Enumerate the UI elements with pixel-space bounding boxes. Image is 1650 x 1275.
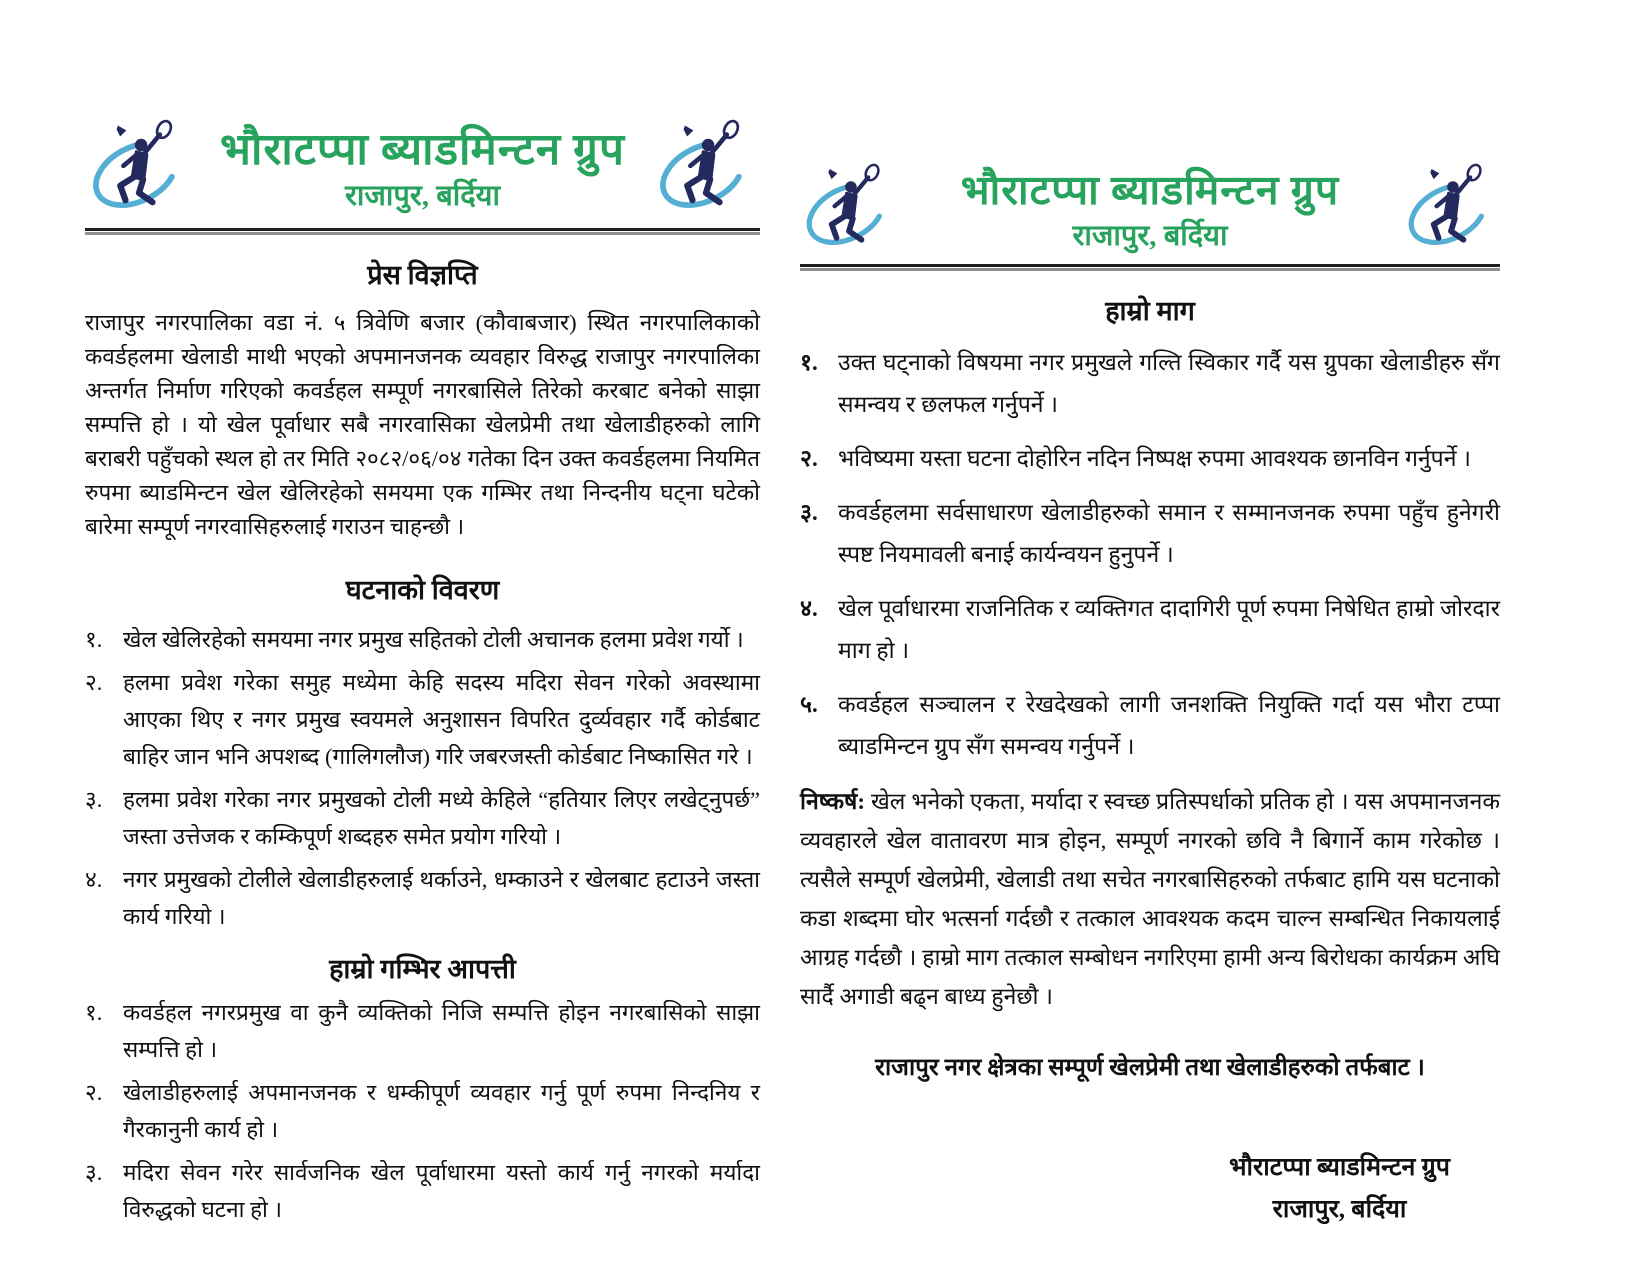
signature-org-name: भौराटप्पा ब्याडमिन्टन ग्रुप — [1228, 1154, 1450, 1181]
list-item-text: कवर्डहलमा सर्वसाधारण खेलाडीहरुको समान र सम्मानजनक रुपमा पहुँच हुनेगरी स्पष्ट नियमावली बनाई कार्यन्वयन हुनुपर्ने । — [838, 500, 1500, 567]
list-item-number: ३. — [85, 787, 103, 812]
list-item-text: कवर्डहल सञ्चालन र रेखदेखको लागी जनशक्ति नियुक्ति गर्दा यस भौरा टप्पा ब्याडमिन्टन ग्रुप सँग समन्वय गर्नुपर्ने । — [838, 692, 1500, 759]
list-item-number: ४. — [85, 867, 103, 892]
org-name: भौराटप्पा ब्याडमिन्टन ग्रुप — [220, 125, 625, 174]
closing-line: राजापुर नगर क्षेत्रका सम्पूर्ण खेलप्रेमी तथा खेलाडीहरुको तर्फबाट । — [875, 1055, 1425, 1081]
badminton-player-logo-icon — [652, 118, 760, 222]
list-item-text: खेल पूर्वाधारमा राजनितिक र व्यक्तिगत दादागिरी पूर्ण रुपमा निषेधित हाम्रो जोरदार माग हो । — [838, 596, 1500, 663]
list-item-number: १. — [85, 1000, 103, 1025]
list-item-number: २. — [85, 670, 103, 695]
list-item — [85, 994, 760, 1068]
list-item — [85, 621, 760, 658]
list-item-number: १. — [800, 350, 818, 375]
list-item-number: २. — [800, 446, 818, 471]
list-item — [85, 664, 760, 775]
list-item-text: कवर्डहल नगरप्रमुख वा कुनै व्यक्तिको निजि सम्पत्ति होइन नगरबासिको साझा सम्पत्ति हो । — [123, 1000, 760, 1062]
list-item-text: खेल खेलिरहेको समयमा नगर प्रमुख सहितको टोली अचानक हलमा प्रवेश गर्यो । — [123, 627, 744, 652]
list-item-text: उक्त घट्नाको विषयमा नगर प्रमुखले गल्ति स्विकार गर्दै यस ग्रुपका खेलाडीहरु सँग समन्वय र छलफल गर्नुपर्ने । — [838, 350, 1500, 417]
signature-block — [1229, 1147, 1500, 1231]
list-item — [800, 438, 1500, 480]
list-item — [85, 861, 760, 935]
list-item-number: ४. — [800, 596, 818, 621]
org-name: भौराटप्पा ब्याडमिन्टन ग्रुप — [960, 167, 1340, 213]
left-org-title-block — [193, 124, 652, 216]
list-item — [800, 492, 1500, 576]
org-location: राजापुर, बर्दिया — [1072, 220, 1228, 252]
list-item — [800, 684, 1500, 768]
list-item-number: १. — [85, 627, 103, 652]
list-item-text: नगर प्रमुखको टोलीले खेलाडीहरुलाई थर्काउने, धम्काउने र खेलबाट हटाउने जस्ता कार्य गरियो । — [123, 867, 760, 929]
signature-location: राजापुर, बर्दिया — [1272, 1196, 1407, 1223]
badminton-player-logo-icon — [85, 118, 193, 222]
list-item — [85, 1154, 760, 1228]
list-item-number: २. — [85, 1080, 103, 1105]
badminton-player-logo-icon — [800, 162, 898, 258]
list-item — [800, 588, 1500, 672]
incident-list — [85, 621, 760, 935]
list-item-text: मदिरा सेवन गरेर सार्वजनिक खेल पूर्वाधारमा यस्तो कार्य गर्नु नगरको मर्यादा विरुद्धको घटना हो । — [123, 1160, 760, 1222]
intro-paragraph: राजापुर नगरपालिका वडा नं. ५ त्रिवेणि बजार (कौवाबजार) स्थित नगरपालिकाको कवर्डहलमा खेलाडी माथी भएको अपमानजनक व्यवहार विरुद्ध राजापुर नगरपालिका अन्तर्गत निर्माण गरिएको कवर्डहल सम्पूर्ण नगरबासिले तिरेको करबाट बनेको साझा सम्पत्ति हो । यो खेल पूर्वाधार सबै नगरवासिका खेलप्रेमी तथा खेलाडीहरुको लागि बराबरी पहुँचको स्थल हो तर मिति २०८२/०६/०४ गतेका दिन उक्त कवर्डहलमा नियमित रुपमा ब्याडमिन्टन खेल खेलिरहेको समयमा एक गम्भिर तथा निन्दनीय घट्ना घटेको बारेमा सम्पूर्ण नगरवासिहरुलाई गराउन चाहन्छौ । — [85, 310, 760, 539]
header-divider-rule — [85, 228, 760, 235]
list-item-text: हलमा प्रवेश गरेका नगर प्रमुखको टोली मध्ये केहिले “हतियार लिएर लखेट्नुपर्छ” जस्ता उत्तेजक र कम्किपूर्ण शब्दहरु समेत प्रयोग गरियो । — [123, 787, 760, 849]
list-item-text: खेलाडीहरुलाई अपमानजनक र धम्कीपूर्ण व्यवहार गर्नु पूर्ण रुपमा निन्दनिय र गैरकानुनी कार्य हो । — [123, 1080, 760, 1142]
header-divider-rule — [800, 264, 1500, 271]
incident-heading: घटनाको विवरण — [345, 575, 500, 605]
objection-heading: हाम्रो गम्भिर आपत्ती — [329, 954, 516, 984]
right-org-title-block — [898, 164, 1402, 256]
list-item-text: भविष्यमा यस्ता घटना दोहोरिन नदिन निष्पक्ष रुपमा आवश्यक छानविन गर्नुपर्ने । — [838, 446, 1471, 471]
list-item-text: हलमा प्रवेश गरेका समुह मध्येमा केहि सदस्य मदिरा सेवन गरेको अवस्थामा आएका थिए र नगर प्रमुख स्वयमले अनुशासन विपरित दुर्व्यवहार गर्दै कोर्डबाट बाहिर जान भनि अपशब्द (गालिगलौज) गरि जबरजस्ती कोर्डबाट निष्कासित गरे । — [123, 670, 760, 769]
org-location: राजापुर, बर्दिया — [344, 180, 501, 212]
badminton-player-logo-icon — [1402, 162, 1500, 258]
press-release-heading: प्रेस विज्ञप्ति — [367, 260, 478, 290]
conclusion-text: खेल भनेको एकता, मर्यादा र स्वच्छ प्रतिस्पर्धाको प्रतिक हो । यस अपमानजनक व्यवहारले खेल वातावरण मात्र होइन, सम्पूर्ण नगरको छवि नै बिगार्ने काम गरेकोछ । त्यसैले सम्पूर्ण खेलप्रेमी, खेलाडी तथा सचेत नगरबासिहरुको तर्फबाट हामि यस घटनाको कडा शब्दमा घोर भत्सर्ना गर्दछौ र तत्काल आवश्यक कदम चाल्न सम्बन्धित निकायलाई आग्रह गर्दछौ । हाम्रो माग तत्काल सम्बोधन नगरिएमा हामी अन्य बिरोधका कार्यक्रम अघि सार्दै अगाडी बढ्न बाध्य हुनेछौ । — [800, 789, 1500, 1009]
demands-heading: हाम्रो माग — [1105, 296, 1195, 326]
list-item — [85, 1074, 760, 1148]
conclusion-paragraph — [800, 782, 1500, 1016]
left-org-header — [85, 118, 760, 222]
list-item — [800, 342, 1500, 426]
objection-list — [85, 994, 760, 1228]
list-item-number: ३. — [800, 500, 818, 525]
conclusion-label: निष्कर्ष: — [800, 789, 865, 814]
right-org-header — [800, 162, 1500, 258]
left-page-column — [85, 118, 760, 1234]
list-item-number: ३. — [85, 1160, 103, 1185]
right-page-column — [800, 162, 1500, 1231]
list-item-number: ५. — [800, 692, 818, 717]
list-item — [85, 781, 760, 855]
demands-list — [800, 342, 1500, 768]
